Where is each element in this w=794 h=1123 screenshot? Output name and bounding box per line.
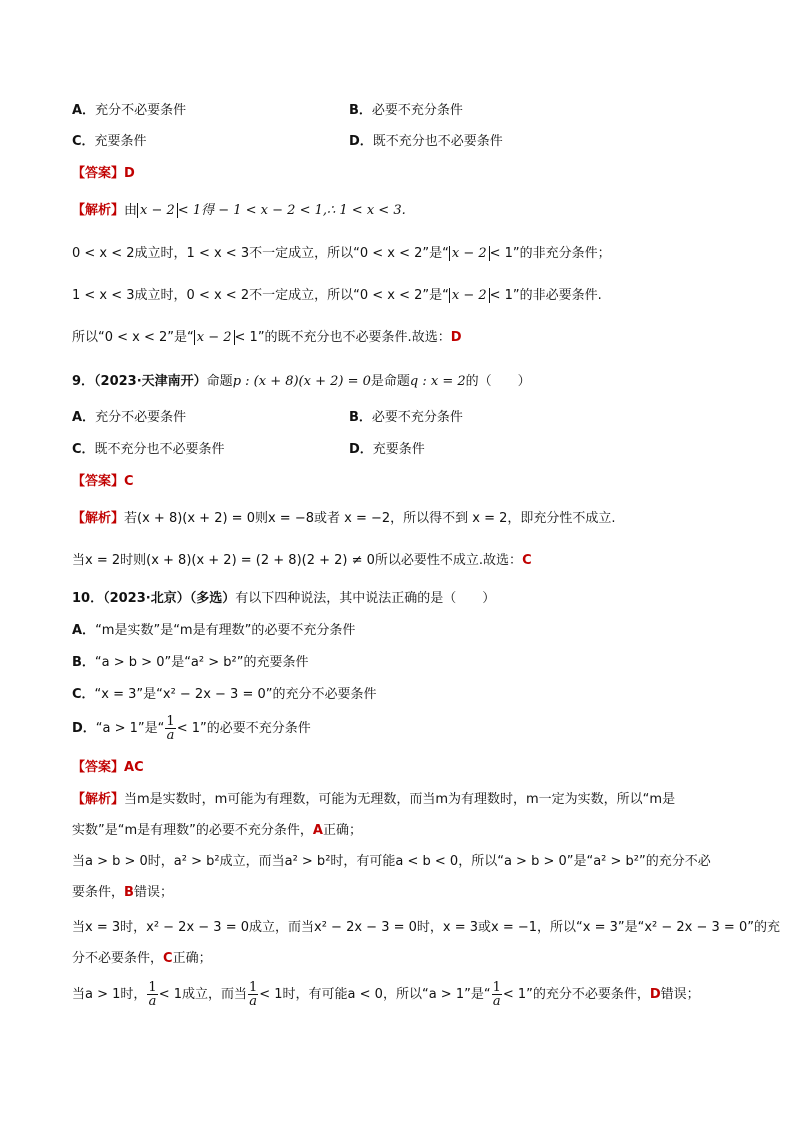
answer-value: C bbox=[124, 474, 134, 489]
q9-analysis-line-2 bbox=[72, 552, 532, 570]
option-ref: D bbox=[649, 987, 661, 1002]
text: 错误； bbox=[133, 885, 173, 900]
q10-analysis-line-5 bbox=[72, 919, 780, 937]
option-label: A． bbox=[72, 410, 96, 425]
q8-analysis-line-2 bbox=[72, 245, 611, 263]
option-label: C． bbox=[72, 442, 95, 457]
numerator: 1 bbox=[492, 980, 501, 995]
q9-stem bbox=[72, 373, 531, 391]
text: < 1”的既不充分也不必要条件.故选： bbox=[234, 330, 451, 345]
option-text: 既不充分也不必要条件 bbox=[94, 442, 225, 457]
text: 实数”是“m是有理数”的必要不充分条件， bbox=[72, 823, 313, 838]
analysis-tag: 【解析】 bbox=[72, 511, 125, 526]
text: 当x = 3时，x² − 2x − 3 = 0成立，而当x² − 2x − 3 = 0时，x = 3或x = −1，所以“x = 3”是“x² − 2x − 3 = 0”的充 bbox=[72, 920, 780, 935]
denominator: a bbox=[249, 994, 257, 1009]
option-text: “x = 3”是“x² − 2x − 3 = 0”的充分不必要条件 bbox=[94, 687, 377, 702]
q8-analysis-line-3 bbox=[72, 287, 602, 305]
answer-tag: 【答案】 bbox=[72, 166, 125, 181]
question-number: 10．（2023·北京）（多选） bbox=[72, 591, 236, 606]
text: 0 < x < 2成立时，1 < x < 3不一定成立，所以“0 < x < 2”是“ bbox=[72, 246, 449, 261]
text: 当x = 2时则(x + 8)(x + 2) = (2 + 8)(2 + 2) ≠ 0所以必要性不成立.故选： bbox=[72, 553, 523, 568]
math: p : (x + 8)(x + 2) = 0 bbox=[232, 374, 371, 389]
q10-option-b bbox=[72, 654, 308, 672]
text: < 1成立，而当 bbox=[158, 987, 247, 1002]
text: < 1得 − 1 < x − 2 < 1,∴ 1 < x < 3. bbox=[177, 203, 406, 218]
text: < 1”的非充分条件； bbox=[489, 246, 611, 261]
text: 正确； bbox=[322, 823, 362, 838]
fraction bbox=[165, 715, 175, 742]
q8-option-a bbox=[72, 102, 186, 120]
option-ref: C bbox=[163, 951, 173, 966]
denominator: a bbox=[166, 728, 175, 743]
q10-analysis-line-1 bbox=[72, 791, 675, 809]
text: 的（ ） bbox=[465, 374, 531, 389]
option-label: B． bbox=[349, 103, 372, 118]
denominator: a bbox=[148, 994, 157, 1009]
option-label: D． bbox=[349, 134, 373, 149]
text: 若(x + 8)(x + 2) = 0则x = −8或者 x = −2，所以得不到 x = 2，即充分性不成立. bbox=[124, 511, 616, 526]
math: q : x = 2 bbox=[409, 374, 466, 389]
q9-analysis-line-1 bbox=[72, 510, 616, 528]
q9-option-d bbox=[349, 441, 425, 459]
answer-tag: 【答案】 bbox=[72, 474, 125, 489]
text: 有以下四种说法，其中说法正确的是（ ） bbox=[235, 591, 496, 606]
text: < 1时，有可能a < 0，所以“a > 1”是“ bbox=[259, 987, 491, 1002]
q9-option-c bbox=[72, 441, 225, 459]
answer-value: AC bbox=[124, 760, 144, 775]
numerator: 1 bbox=[148, 980, 157, 995]
q10-analysis-line-4 bbox=[72, 884, 173, 902]
option-text: 必要不充分条件 bbox=[371, 103, 463, 118]
q10-analysis-line-6 bbox=[72, 950, 212, 968]
analysis-tag: 【解析】 bbox=[72, 203, 125, 218]
fraction bbox=[492, 981, 502, 1008]
q10-analysis-line-3 bbox=[72, 853, 711, 871]
option-text: 充分不必要条件 bbox=[95, 103, 187, 118]
q8-option-b bbox=[349, 102, 463, 120]
q10-option-d bbox=[72, 715, 311, 743]
option-label: B． bbox=[72, 655, 95, 670]
text: 当a > b > 0时，a² > b²成立，而当a² > b²时，有可能a < b < 0，所以“a > b > 0”是“a² > b²”的充分不必 bbox=[72, 854, 711, 869]
q10-analysis-line-7 bbox=[72, 981, 700, 1009]
option-label: D． bbox=[349, 442, 373, 457]
analysis-tag: 【解析】 bbox=[72, 792, 125, 807]
text: < 1”的充分不必要条件， bbox=[502, 987, 650, 1002]
q8-answer bbox=[72, 165, 135, 183]
q10-option-c bbox=[72, 686, 377, 704]
option-label: C． bbox=[72, 134, 95, 149]
answer-ref: D bbox=[450, 330, 462, 345]
q9-answer bbox=[72, 473, 134, 491]
text: 所以“0 < x < 2”是“ bbox=[72, 330, 194, 345]
q8-option-d bbox=[349, 133, 503, 151]
option-label: B． bbox=[349, 410, 372, 425]
abs-expression: x − 2 bbox=[449, 288, 490, 303]
text: 当m是实数时，m可能为有理数，可能为无理数，而当m为有理数时，m一定为实数，所以“m是 bbox=[124, 792, 676, 807]
numerator: 1 bbox=[166, 714, 175, 729]
fraction bbox=[147, 981, 157, 1008]
option-text: “a > b > 0”是“a² > b²”的充要条件 bbox=[94, 655, 309, 670]
question-number: 9．（2023·天津南开） bbox=[72, 374, 207, 389]
q8-analysis-line-1 bbox=[72, 202, 406, 220]
q10-option-a bbox=[72, 622, 355, 640]
text: 1 < x < 3成立时，0 < x < 2不一定成立，所以“0 < x < 2”是“ bbox=[72, 288, 449, 303]
text: < 1”的非必要条件. bbox=[489, 288, 602, 303]
q10-answer bbox=[72, 759, 144, 777]
text: 分不必要条件， bbox=[72, 951, 164, 966]
text: 是命题 bbox=[370, 374, 410, 389]
option-text: 既不充分也不必要条件 bbox=[372, 134, 503, 149]
abs-expression: x − 2 bbox=[194, 330, 235, 345]
text: 由 bbox=[124, 203, 138, 218]
q8-analysis-line-4 bbox=[72, 329, 462, 347]
text: 要条件， bbox=[72, 885, 125, 900]
denominator: a bbox=[492, 994, 501, 1009]
q9-option-b bbox=[349, 409, 463, 427]
option-label: D． bbox=[72, 721, 96, 736]
text: 命题 bbox=[206, 374, 233, 389]
numerator: 1 bbox=[248, 980, 258, 995]
answer-ref: C bbox=[522, 553, 532, 568]
option-label: A． bbox=[72, 103, 96, 118]
q8-option-c bbox=[72, 133, 147, 151]
q9-option-a bbox=[72, 409, 186, 427]
option-text: < 1”的必要不充分条件 bbox=[176, 721, 311, 736]
q10-stem bbox=[72, 590, 495, 608]
option-text: 充要条件 bbox=[94, 134, 147, 149]
option-text: 必要不充分条件 bbox=[371, 410, 463, 425]
abs-expression: x − 2 bbox=[449, 246, 490, 261]
option-text: “a > 1”是“ bbox=[95, 721, 165, 736]
text: 错误； bbox=[660, 987, 700, 1002]
text: 正确； bbox=[172, 951, 212, 966]
text: 当a > 1时， bbox=[72, 987, 147, 1002]
answer-tag: 【答案】 bbox=[72, 760, 125, 775]
option-label: C． bbox=[72, 687, 95, 702]
option-text: “m是实数”是“m是有理数”的必要不充分条件 bbox=[95, 623, 356, 638]
q10-analysis-line-2 bbox=[72, 822, 362, 840]
option-label: A． bbox=[72, 623, 96, 638]
answer-value: D bbox=[124, 166, 135, 181]
option-text: 充分不必要条件 bbox=[95, 410, 187, 425]
option-ref: B bbox=[124, 885, 134, 900]
fraction bbox=[248, 981, 258, 1008]
abs-expression: x − 2 bbox=[137, 203, 178, 218]
option-text: 充要条件 bbox=[372, 442, 425, 457]
option-ref: A bbox=[312, 823, 323, 838]
